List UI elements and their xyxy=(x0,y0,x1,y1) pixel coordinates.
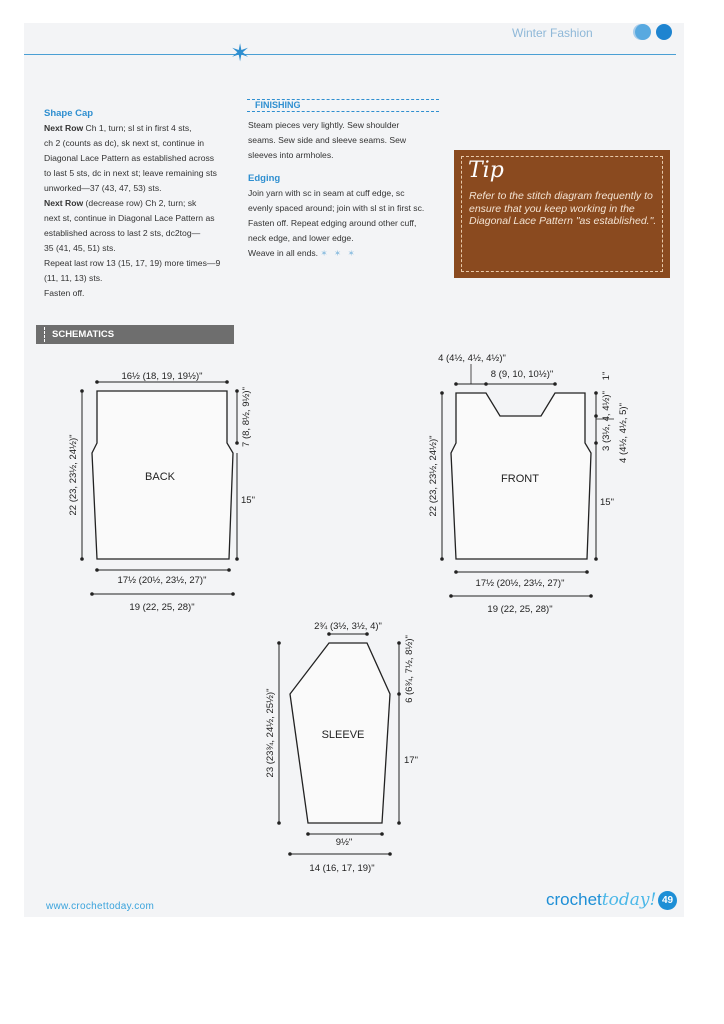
back-height-dimension: 22 (23, 23½, 24½)" xyxy=(68,434,79,516)
sleeve-cuff-dimension: 9½" xyxy=(335,837,353,848)
sleeve-height-dimension: 23 (23¾, 24½, 25½)" xyxy=(265,688,276,778)
text-line: Repeat last row 13 (15, 17, 19) more times—9 xyxy=(44,258,221,268)
brand-logo xyxy=(546,890,656,910)
front-neck-depth-dimension: 3 (3½, 4, 4½)" xyxy=(601,391,612,451)
front-bottom-inner-dimension: 17½ (20½, 23½, 27)" xyxy=(475,578,565,589)
sleeve-side-dimension: 17" xyxy=(404,755,418,766)
text-line: established across to last 2 sts, dc2tog— xyxy=(44,228,201,238)
front-right-top-dimension: 1" xyxy=(601,371,612,381)
text-line: 35 (41, 45, 51) sts. xyxy=(44,243,116,253)
row-label: Next Row xyxy=(44,198,84,208)
sleeve-cap-dimension: 6 (6¾, 7½, 8½)" xyxy=(404,635,415,703)
text-line: Diagonal Lace Pattern as established across xyxy=(44,153,215,163)
text-line: Fasten off. Repeat edging around other cuff, xyxy=(248,218,417,228)
back-top-dimension: 16½ (18, 19, 19½)" xyxy=(121,371,203,382)
sleeve-top-dimension: 2¾ (3½, 3½, 4)" xyxy=(314,621,382,632)
tip-title: Tip xyxy=(468,158,504,183)
tip-text: Refer to the stitch diagram frequently to ensure that you keep working in the Diagonal Lace Pattern "as established.". xyxy=(469,190,657,227)
front-right-lower-dimension: 4 (4½, 4½, 5)" xyxy=(618,403,629,463)
text-line: to last 5 sts, dc in next st; leave remaining sts xyxy=(44,168,217,178)
front-side-dimension: 15" xyxy=(600,497,614,508)
row-text: (decrease row) Ch 2, turn; sk xyxy=(85,198,197,208)
text-line: Steam pieces very lightly. Sew shoulder xyxy=(248,120,400,130)
text-line: (11, 11, 13) sts. xyxy=(44,273,103,283)
front-height-dimension: 22 (23, 23½, 24½)" xyxy=(428,435,439,517)
back-side-dimension: 15" xyxy=(241,495,255,506)
section-title: Winter Fashion xyxy=(512,26,593,40)
schematics-heading: SCHEMATICS xyxy=(52,329,115,340)
row-text: Ch 1, turn; sl st in first 4 sts, xyxy=(85,123,192,133)
text-line: next st, continue in Diagonal Lace Pattern as xyxy=(44,213,215,223)
sleeve-width-dimension: 14 (16, 17, 19)" xyxy=(309,863,375,874)
text-line: evenly spaced around; join with sl st in first sc. xyxy=(248,203,425,213)
text-line: seams. Sew side and sleeve seams. Sew xyxy=(248,135,407,145)
snowflake-icon: ✶ xyxy=(230,40,251,67)
row-label: Next Row xyxy=(44,123,84,133)
schematics-diagram xyxy=(24,23,684,883)
text-line: sleeves into armholes. xyxy=(248,150,334,160)
text-line: ch 2 (counts as dc), sk next st, continue in xyxy=(44,138,205,148)
sleeve-label: SLEEVE xyxy=(321,729,365,741)
edging-heading: Edging xyxy=(248,173,281,184)
back-bottom-outer-dimension: 19 (22, 25, 28)" xyxy=(129,602,195,613)
back-bottom-inner-dimension: 17½ (20½, 23½, 27)" xyxy=(117,575,207,586)
front-bottom-outer-dimension: 19 (22, 25, 28)" xyxy=(487,604,553,615)
footer-url: www.crochettoday.com xyxy=(46,901,155,912)
magazine-page xyxy=(24,23,684,917)
text-line: unworked—37 (43, 47, 53) sts. xyxy=(44,183,162,193)
back-label: BACK xyxy=(145,471,175,483)
brand-word-today: today! xyxy=(601,890,657,910)
finishing-heading: FINISHING xyxy=(252,100,304,110)
text-line: neck edge, and lower edge. xyxy=(248,233,354,243)
front-label: FRONT xyxy=(501,473,539,485)
front-neck-dimension: 8 (9, 10, 10½)" xyxy=(490,369,554,380)
text-line: Fasten off. xyxy=(44,288,85,298)
front-shoulder-dimension: 4 (4½, 4½, 4½)" xyxy=(438,353,506,364)
back-armhole-dimension: 7 (8, 8½, 9½)" xyxy=(241,387,252,447)
page-number: 49 xyxy=(658,891,677,910)
end-ornament-icon: ✶ ✶ ✶ xyxy=(320,248,357,258)
text-line: Join yarn with sc in seam at cuff edge, sc xyxy=(248,188,405,198)
text-line: Weave in all ends. xyxy=(248,248,319,258)
brand-word-crochet: crochet xyxy=(546,890,602,909)
shape-cap-heading: Shape Cap xyxy=(44,108,94,119)
